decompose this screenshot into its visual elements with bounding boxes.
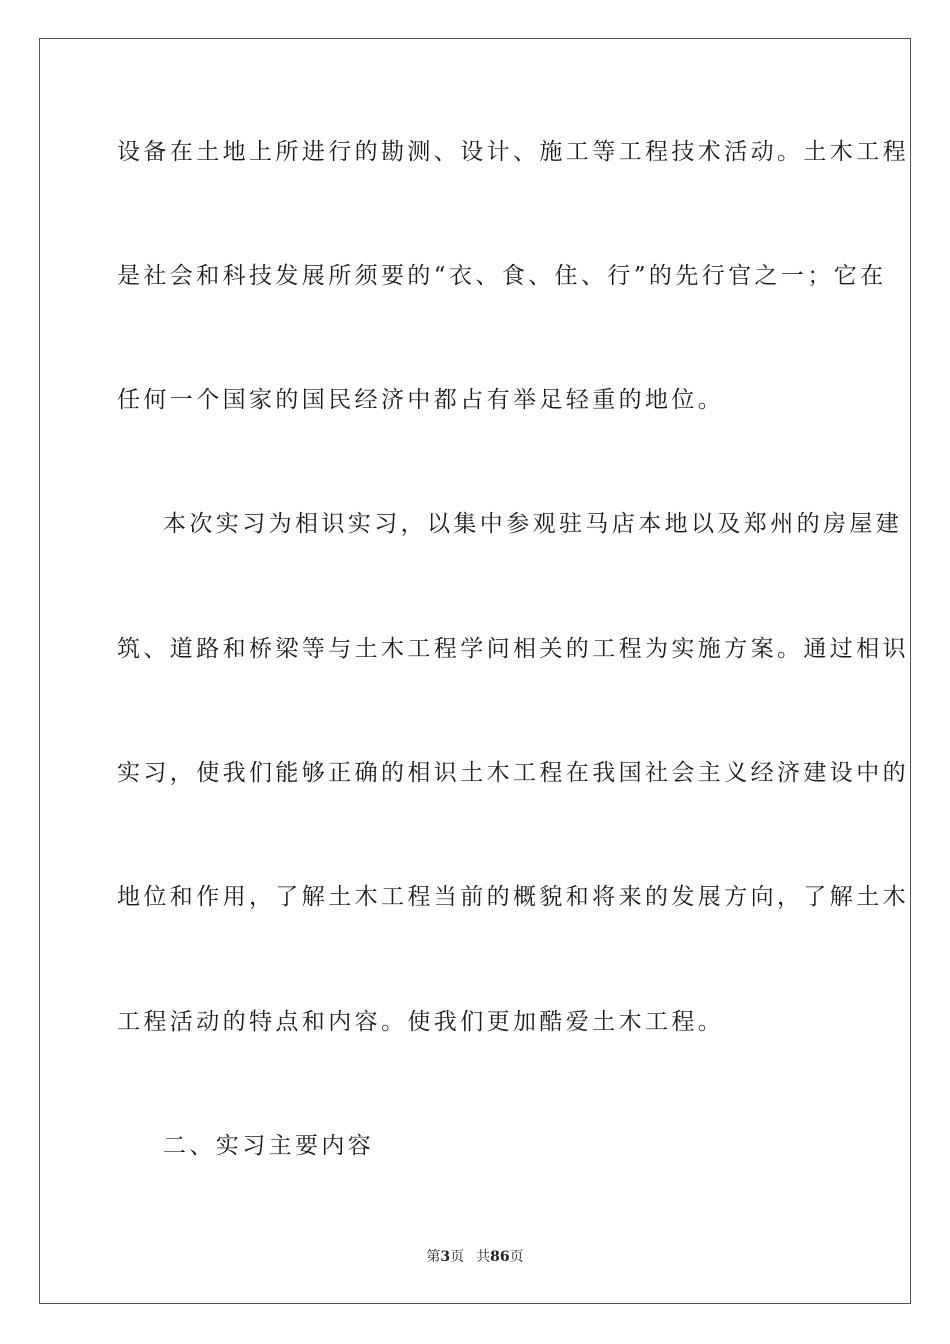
total-prefix: 共 (476, 1249, 491, 1265)
page-suffix: 页 (450, 1249, 465, 1265)
paragraph-start-line: 本次实习为相识实习，以集中参观驻马店本地以及郑州的房屋建 (163, 511, 903, 537)
page-border (39, 38, 911, 1304)
section-heading: 二、实习主要内容 (163, 1133, 375, 1159)
body-text-line: 是社会和科技发展所须要的“衣、食、住、行”的先行官之一；它在 (117, 263, 887, 289)
total-pages: 86 (490, 1249, 510, 1265)
body-text-line: 设备在土地上所进行的勘测、设计、施工等工程技术活动。土木工程 (117, 139, 909, 165)
body-text-line: 筑、道路和桥梁等与土木工程学问相关的工程为实施方案。通过相识 (117, 636, 909, 662)
body-text-line: 地位和作用，了解土木工程当前的概貌和将来的发展方向，了解土木 (117, 884, 909, 910)
body-text-line: 工程活动的特点和内容。使我们更加酷爱土木工程。 (117, 1009, 725, 1035)
page-footer (0, 1248, 950, 1266)
page-prefix: 第 (426, 1249, 441, 1265)
total-suffix: 页 (509, 1249, 524, 1265)
page-number: 3 (440, 1249, 451, 1265)
body-text-line: 实习，使我们能够正确的相识土木工程在我国社会主义经济建设中的 (117, 760, 909, 786)
body-text-line: 任何一个国家的国民经济中都占有举足轻重的地位。 (117, 387, 725, 413)
